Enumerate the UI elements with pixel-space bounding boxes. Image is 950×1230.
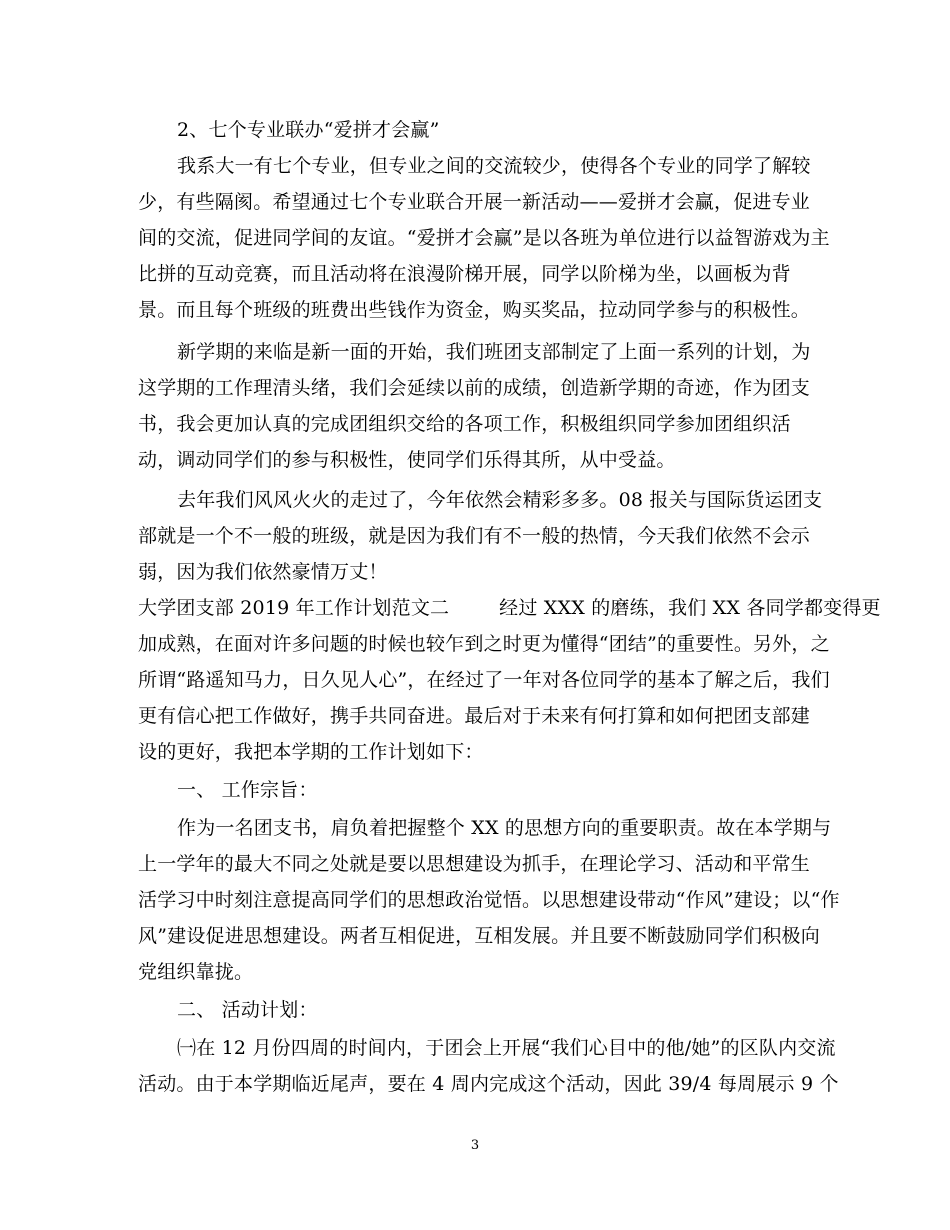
paragraph-line: 书，我会更加认真的完成团组织交给的各项工作，积极组织同学参加团组织活 [138,413,791,435]
paragraph-line: 景。而且每个班级的班费出些钱作为资金，购买奖品，拉动同学参与的积极性。 [138,299,811,321]
paragraph-line: 设的更好，我把本学期的工作计划如下： [138,741,484,763]
paragraph-line: 党组织靠拢。 [138,961,254,983]
paragraph-line: 我系大一有七个专业，但专业之间的交流较少，使得各个专业的同学了解较 [177,155,811,177]
article-title-line: 大学团支部 2019 年工作计划范文二 经过 XXX 的磨练，我们 XX 各同学都变得更 [138,597,881,619]
paragraph-line: 更有信心把工作做好，携手共同奋进。最后对于未来有何打算和如何把团支部建 [138,705,811,727]
paragraph-line: 作为一名团支书，肩负着把握整个 XX 的思想方向的重要职责。故在本学期与 [177,817,832,839]
paragraph-line: 活动。由于本学期临近尾声，要在 4 周内完成这个活动，因此 39/4 每周展示 9 个 [138,1073,839,1095]
section-heading-work-purpose: 一、 工作宗旨： [177,779,318,801]
paragraph-line: 比拼的互动竞赛，而且活动将在浪漫阶梯开展，同学以阶梯为坐，以画板为背 [138,263,791,285]
paragraph-line: 去年我们风风火火的走过了，今年依然会精彩多多。08 报关与国际货运团支 [177,489,823,511]
paragraph-line: 加成熟，在面对许多问题的时候也较乍到之时更为懂得“团结”的重要性。另外，之 [138,633,830,655]
paragraph-line: 这学期的工作理清头绪，我们会延续以前的成绩，创造新学期的奇迹，作为团支 [138,377,811,399]
paragraph-line: 所谓“路遥知马力，日久见人心”，在经过了一年对各位同学的基本了解之后，我们 [138,669,830,691]
paragraph-line: 部就是一个不一般的班级，就是因为我们有不一般的热情，今天我们依然不会示 [138,525,811,547]
paragraph-line: 动，调动同学们的参与积极性，使同学们乐得其所，从中受益。 [138,449,676,471]
page-number: 3 [470,1138,480,1153]
paragraph-line: 间的交流，促进同学间的友谊。“爱拼才会赢”是以各班为单位进行以益智游戏为主 [138,227,830,249]
paragraph-line: 上一学年的最大不同之处就是要以思想建设为抓手，在理论学习、活动和平常生 [138,853,811,875]
paragraph-line: ㈠在 12 月份四周的时间内，于团会上开展“我们心目中的他/她”的区队内交流 [177,1037,836,1059]
paragraph-line: 少，有些隔阂。希望通过七个专业联合开展一新活动——爱拼才会赢，促进专业 [138,191,811,213]
paragraph-line: 新学期的来临是新一面的开始，我们班团支部制定了上面一系列的计划，为 [177,341,811,363]
paragraph-line: 风”建设促进思想建设。两者互相促进，互相发展。并且要不断鼓励同学们积极向 [138,925,820,947]
paragraph-line: 弱，因为我们依然豪情万丈！ [138,561,388,583]
paragraph-line: 活学习中时刻注意提高同学们的思想政治觉悟。以思想建设带动“作风”建设；以“作 [138,889,840,911]
section-heading-activity-plan: 二、 活动计划： [177,999,318,1021]
section-heading-joint-activity: 2、七个专业联办“爱拼才会赢” [177,119,440,141]
